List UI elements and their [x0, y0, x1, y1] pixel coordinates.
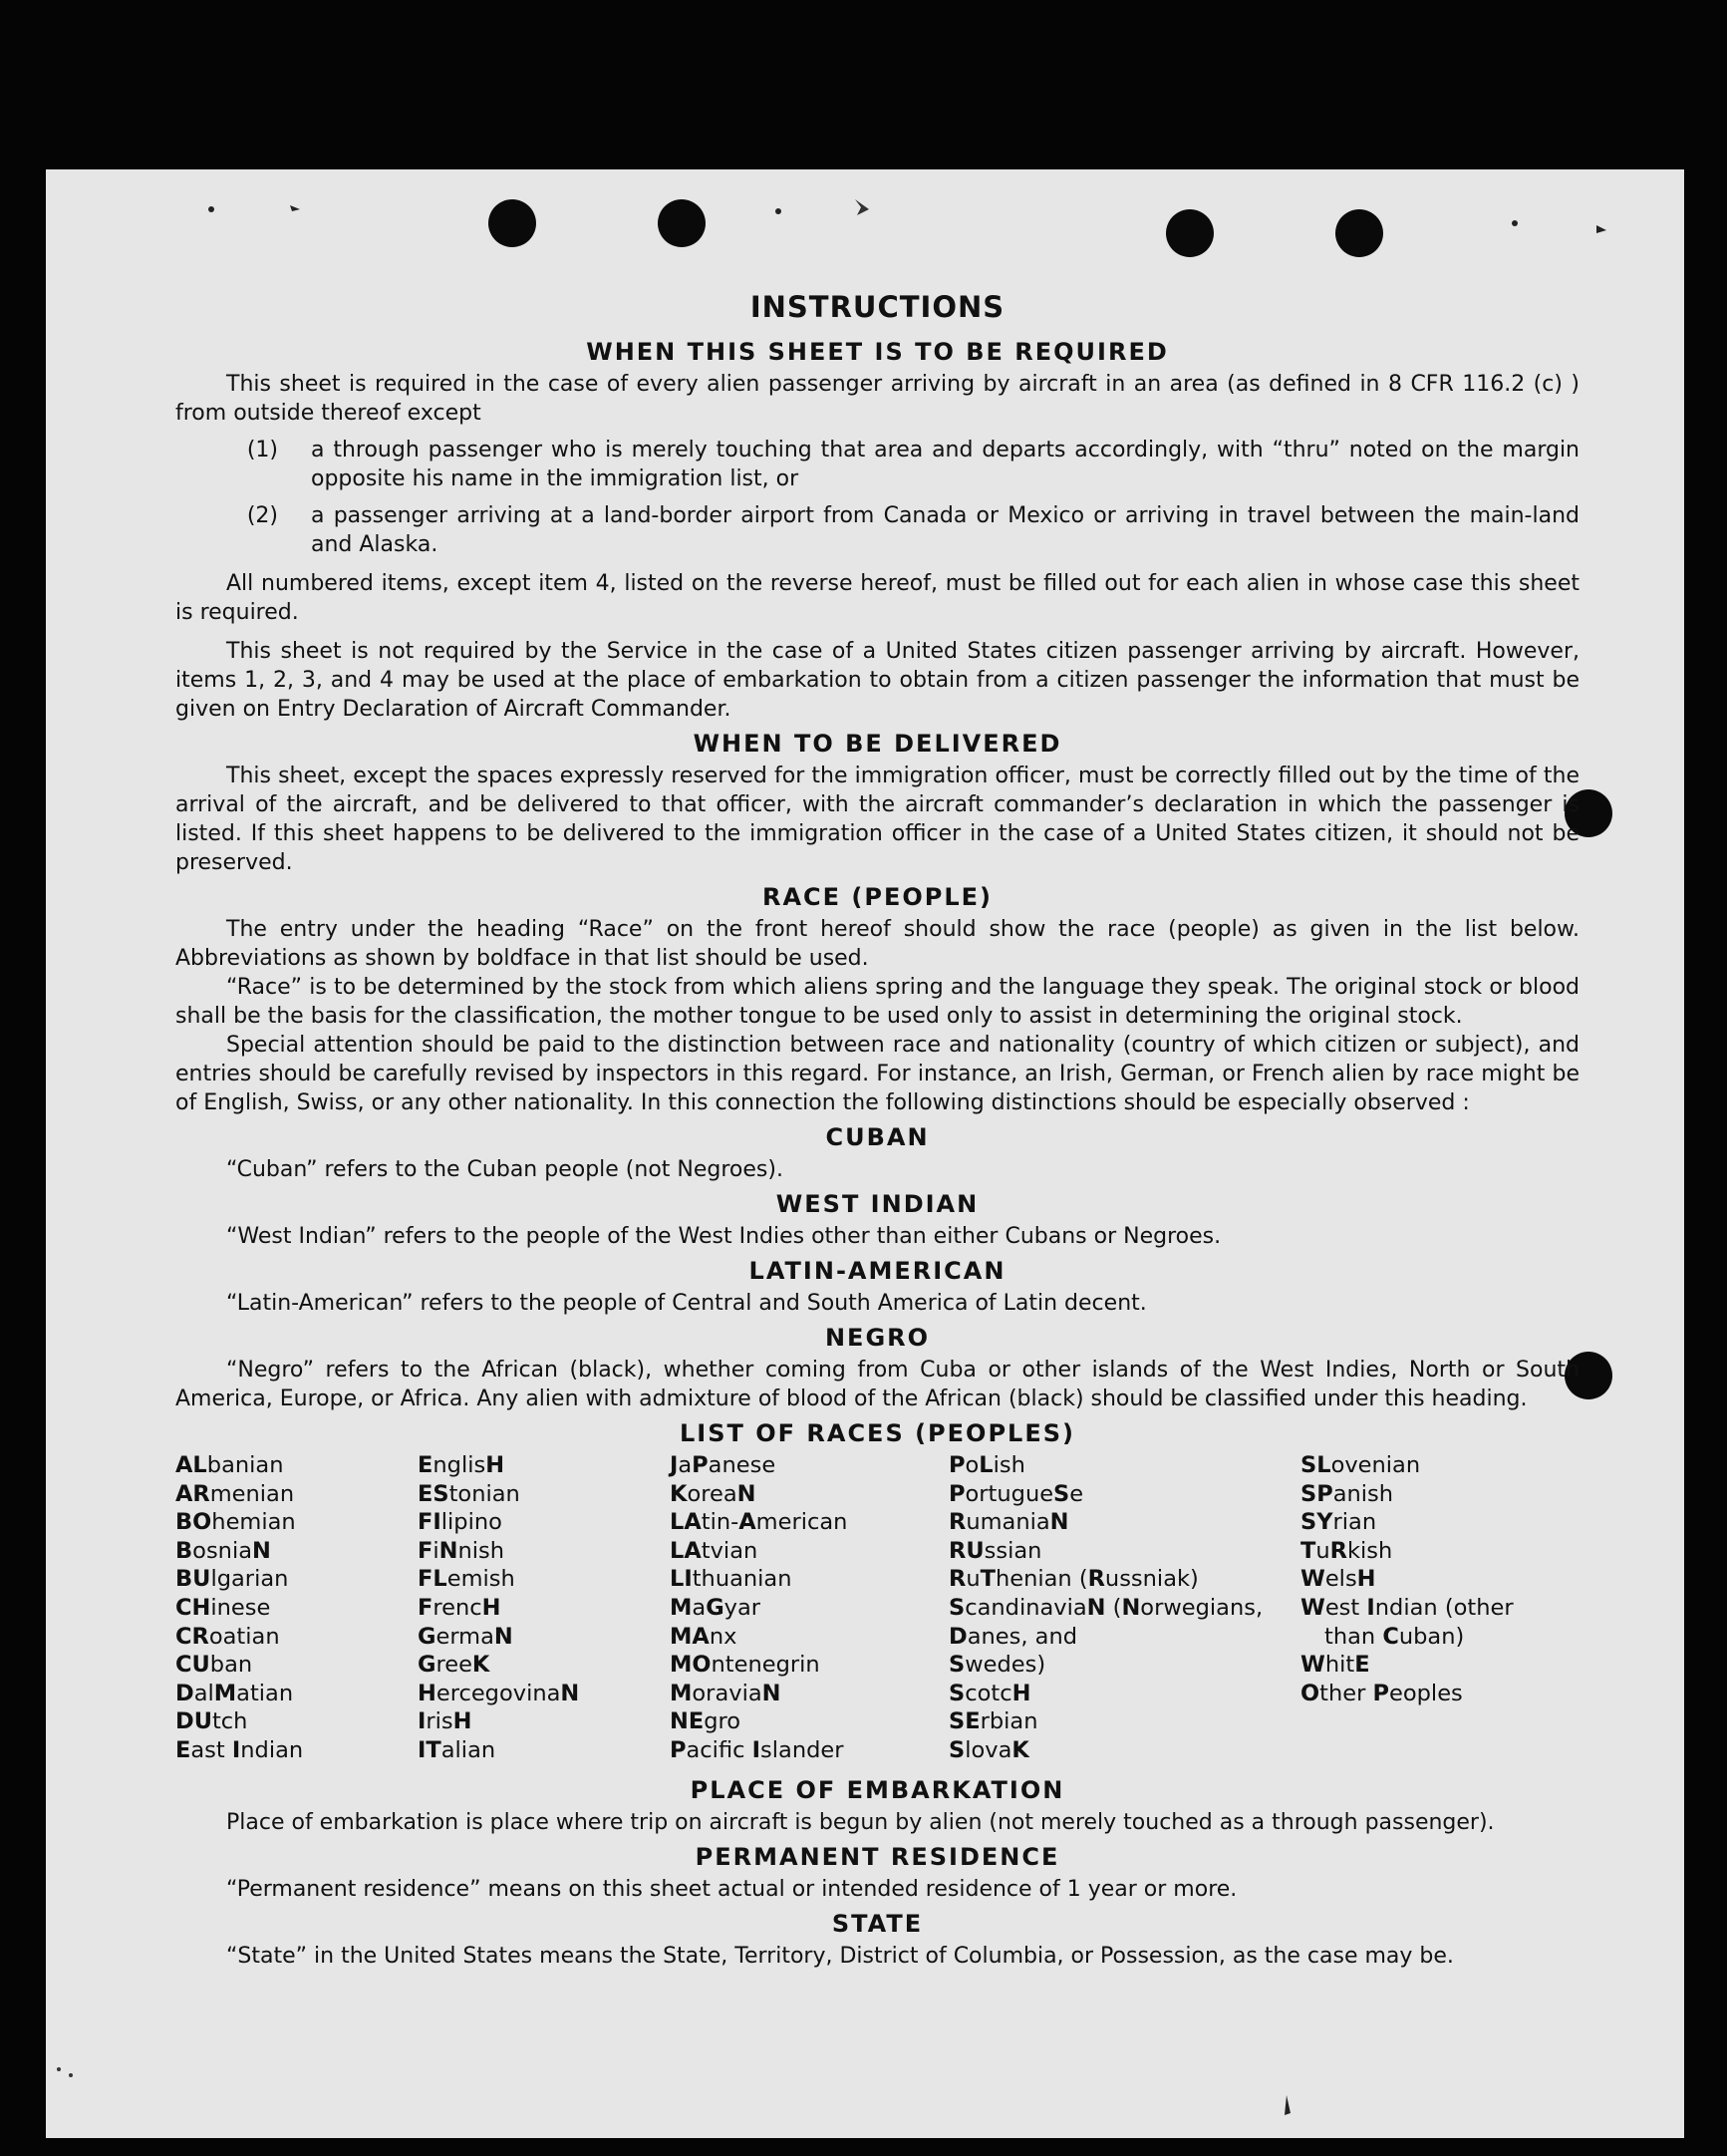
item-number: (1): [246, 438, 278, 462]
race-entry: FiNnish: [418, 1537, 505, 1564]
race-entry: MoraviaN: [670, 1680, 781, 1706]
race-entry: SLovenian: [1300, 1452, 1421, 1478]
race-entry: GermaN: [418, 1623, 513, 1650]
race-entry: RuThenian (Russniak): [949, 1566, 1199, 1593]
section-heading-west-indian: WEST INDIAN: [775, 1190, 980, 1218]
latin-american-text: “Latin-American” refers to the people of Central and South America of Latin decent.: [226, 1291, 1147, 1316]
race-entry: ScotcH: [949, 1680, 1031, 1706]
race-entry: RUssian: [949, 1537, 1042, 1564]
race-entry: BOhemian: [175, 1509, 296, 1536]
race-entry: West Indian (other: [1300, 1594, 1514, 1621]
races-column-2: [418, 1451, 579, 1765]
race-entry: BUlgarian: [175, 1566, 289, 1593]
race-entry: EStonian: [418, 1480, 520, 1507]
race-entry: East Indian: [175, 1736, 304, 1763]
document-page: [46, 169, 1684, 2138]
race-entry: SYrian: [1300, 1509, 1377, 1536]
section-heading-latin-american: LATIN-AMERICAN: [748, 1257, 1007, 1285]
race-entry: Danes, and: [949, 1623, 1077, 1650]
race-entry: ALbanian: [175, 1452, 284, 1478]
race-entry: HercegovinaN: [418, 1680, 580, 1706]
race-entry: ITalian: [418, 1736, 496, 1763]
citizen-paragraph: This sheet is not required by the Service in the case of a United States citizen passenger arriving by aircraft. However, items 1, 2, 3, and 4 may be used at the place of embarkation to obtain from a citizen passenger the information that must be given on Entry Declaration of Aircraft Commander.: [175, 639, 1580, 722]
race-entry: FIlipino: [418, 1509, 502, 1536]
race-entry: LAtin-American: [670, 1509, 848, 1536]
race-entry: SErbian: [949, 1708, 1038, 1735]
race-paragraph-3: Special attention should be paid to the distinction between race and nationality (country of which citizen or subject), and entries should be carefully revised by inspectors in this regard. For instance, an Irish, German, or French alien by race might be of English, Swiss, or any other nationality. In this connection the following distinctions should be especially observed :: [175, 1033, 1580, 1115]
race-entry: SlovaK: [949, 1736, 1029, 1763]
cuban-text: “Cuban” refers to the Cuban people (not Negroes).: [226, 1157, 783, 1182]
west-indian-text: “West Indian” refers to the people of the West Indies other than either Cubans or Negroes.: [226, 1224, 1222, 1249]
section-heading-place-of-embarkation: PLACE OF EMBARKATION: [690, 1776, 1065, 1804]
race-entry: PoLish: [949, 1452, 1025, 1478]
race-entry: BosniaN: [175, 1537, 271, 1564]
race-entry: LAtvian: [670, 1537, 758, 1564]
section-heading-when-required: WHEN THIS SHEET IS TO BE REQUIRED: [586, 338, 1169, 366]
section-heading-when-delivered: WHEN TO BE DELIVERED: [693, 730, 1062, 758]
negro-text: “Negro” refers to the African (black), whether coming from Cuba or other islands of the West Indies, North or South America, Europe, or Africa. Any alien with admixture of blood of the African (black) should be classified under this heading.: [175, 1358, 1580, 1411]
race-entry: FrencH: [418, 1594, 501, 1621]
page-title: INSTRUCTIONS: [749, 290, 1006, 324]
race-paragraph-1: The entry under the heading “Race” on the front hereof should show the race (people) as given in the list below. Abbreviations as shown by boldface in that list should be used.: [175, 917, 1580, 971]
permanent-residence-text: “Permanent residence” means on this sheet actual or intended residence of 1 year or more.: [226, 1877, 1238, 1902]
section-heading-negro: NEGRO: [824, 1324, 931, 1352]
race-entry: MaGyar: [670, 1594, 761, 1621]
race-entry: FLemish: [418, 1566, 515, 1593]
races-column-1: [175, 1451, 303, 1765]
race-entry: TuRkish: [1300, 1537, 1393, 1564]
when-required-intro: This sheet is required in the case of every alien passenger arriving by aircraft in an area (as defined in 8 CFR 116.2 (c) ) from outside thereof except: [175, 372, 1580, 426]
race-entry: RumaniaN: [949, 1509, 1069, 1536]
race-entry: MAnx: [670, 1623, 737, 1650]
race-entry: JaPanese: [670, 1452, 776, 1478]
instructions-body: [175, 289, 1580, 1973]
section-heading-state: STATE: [831, 1910, 924, 1938]
race-entry: than Cuban): [1324, 1623, 1465, 1650]
race-entry: EnglisH: [418, 1452, 505, 1478]
section-heading-cuban: CUBAN: [825, 1123, 930, 1151]
race-entry: Pacifc Islander: [670, 1736, 844, 1763]
section-heading-permanent-residence: PERMANENT RESIDENCE: [695, 1843, 1060, 1871]
race-entry: DUtch: [175, 1708, 248, 1735]
race-entry: SPanish: [1300, 1480, 1394, 1507]
item-text: a through passenger who is merely touching that area and departs accordingly, with “thru” noted on the margin opposite his name in the immigration list, or: [311, 438, 1580, 491]
race-entry: WelsH: [1300, 1566, 1376, 1593]
races-column-5: [1300, 1451, 1514, 1707]
race-entry: Swedes): [949, 1652, 1046, 1679]
exception-item-2: [175, 501, 1580, 559]
place-of-embarkation-text: Place of embarkation is place where trip on aircraft is begun by alien (not merely touched as a through passenger).: [226, 1810, 1495, 1835]
races-column-4: [949, 1451, 1263, 1765]
race-entry: LIthuanian: [670, 1566, 792, 1593]
item-number: (2): [246, 503, 278, 528]
section-heading-race: RACE (PEOPLE): [761, 883, 994, 911]
race-entry: KoreaN: [670, 1480, 756, 1507]
races-list: [175, 1451, 1580, 1770]
race-entry: CUban: [175, 1652, 253, 1679]
when-delivered-text: This sheet, except the spaces expressly reserved for the immigration officer, must be correctly filled out by the time of the arrival of the aircraft, and be delivered to that officer, with the aircraft commander’s declaration in which the passenger is listed. If this sheet happens to be delivered to the immigration officer in the case of a United States citizen, it should not be preserved.: [175, 764, 1580, 875]
race-entry: GreeK: [418, 1652, 490, 1679]
race-entry: NEgro: [670, 1708, 741, 1735]
item-text: a passenger arriving at a land-border airport from Canada or Mexico or arriving in travel between the main-land and Alaska.: [311, 503, 1580, 557]
state-text: “State” in the United States means the State, Territory, District of Columbia, or Possession, as the case may be.: [226, 1944, 1454, 1969]
section-heading-list-of-races: LIST OF RACES (PEOPLES): [680, 1419, 1075, 1447]
race-entry: IrisH: [418, 1708, 472, 1735]
race-entry: Other Peoples: [1300, 1680, 1463, 1706]
numbered-items-paragraph: All numbered items, except item 4, listed on the reverse hereof, must be filled out for each alien in whose case this sheet is required.: [175, 571, 1580, 625]
race-entry: CHinese: [175, 1594, 271, 1621]
races-column-3: [670, 1451, 847, 1765]
race-paragraph-2: “Race” is to be determined by the stock from which aliens spring and the language they speak. The original stock or blood shall be the basis for the classification, the mother tongue to be used only to assist in determining the original stock.: [175, 975, 1580, 1029]
race-entry: PortugueSe: [949, 1480, 1084, 1507]
race-entry: MOntenegrin: [670, 1652, 820, 1679]
exception-item-1: [175, 436, 1580, 493]
race-entry: WhitE: [1300, 1652, 1370, 1679]
race-entry: ScandinaviaN (Norwegians,: [949, 1594, 1264, 1621]
race-entry: ARmenian: [175, 1480, 295, 1507]
race-entry: CRoatian: [175, 1623, 280, 1650]
race-entry: DalMatian: [175, 1680, 294, 1706]
